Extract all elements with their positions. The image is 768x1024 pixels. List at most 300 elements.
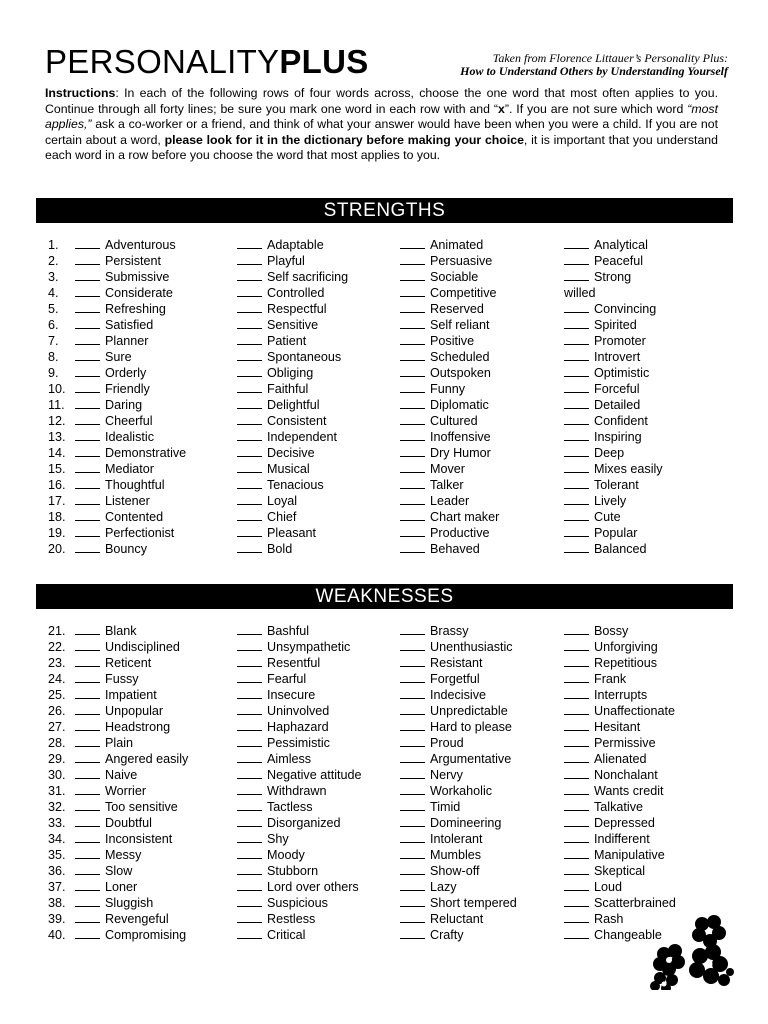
answer-blank[interactable] xyxy=(75,767,100,779)
answer-blank[interactable] xyxy=(564,397,589,409)
word-row xyxy=(0,783,768,799)
word-option xyxy=(75,639,180,655)
answer-blank[interactable] xyxy=(237,911,262,923)
answer-blank[interactable] xyxy=(564,831,589,843)
answer-blank[interactable] xyxy=(75,429,100,441)
word-label: Withdrawn xyxy=(267,784,327,798)
answer-blank[interactable] xyxy=(75,863,100,875)
answer-blank[interactable] xyxy=(75,349,100,361)
word-label: Deep xyxy=(594,446,625,460)
word-row xyxy=(0,461,768,477)
word-label: Thoughtful xyxy=(105,478,165,492)
word-option xyxy=(75,671,139,687)
answer-blank[interactable] xyxy=(400,429,425,441)
word-row xyxy=(0,671,768,687)
answer-blank[interactable] xyxy=(564,365,589,377)
word-row xyxy=(0,831,768,847)
answer-blank[interactable] xyxy=(75,783,100,795)
answer-blank[interactable] xyxy=(237,509,262,521)
answer-blank[interactable] xyxy=(237,863,262,875)
answer-blank[interactable] xyxy=(400,541,425,553)
answer-blank[interactable] xyxy=(237,461,262,473)
answer-blank[interactable] xyxy=(75,333,100,345)
answer-blank[interactable] xyxy=(237,799,262,811)
answer-blank[interactable] xyxy=(400,783,425,795)
word-label: Lively xyxy=(594,494,627,508)
answer-blank[interactable] xyxy=(75,541,100,553)
answer-blank[interactable] xyxy=(564,509,589,521)
answer-blank[interactable] xyxy=(564,445,589,457)
answer-blank[interactable] xyxy=(564,493,589,505)
row-number: 23. xyxy=(48,656,66,670)
answer-blank[interactable] xyxy=(564,655,589,667)
word-option xyxy=(400,751,511,767)
answer-blank[interactable] xyxy=(237,445,262,457)
word-label: Bouncy xyxy=(105,542,148,556)
word-label: Bashful xyxy=(267,624,310,638)
word-option xyxy=(400,767,463,783)
word-option xyxy=(564,413,648,429)
answer-blank[interactable] xyxy=(400,365,425,377)
answer-blank[interactable] xyxy=(564,429,589,441)
answer-blank[interactable] xyxy=(400,911,425,923)
answer-blank[interactable] xyxy=(564,879,589,891)
word-option xyxy=(237,751,311,767)
word-option xyxy=(75,783,146,799)
answer-blank[interactable] xyxy=(237,831,262,843)
word-option xyxy=(237,461,310,477)
answer-blank[interactable] xyxy=(237,623,262,635)
word-label: Respectful xyxy=(267,302,327,316)
answer-blank[interactable] xyxy=(237,397,262,409)
word-label: Negative attitude xyxy=(267,768,362,782)
answer-blank[interactable] xyxy=(75,799,100,811)
word-option xyxy=(75,381,150,397)
word-label: Planner xyxy=(105,334,149,348)
answer-blank[interactable] xyxy=(237,413,262,425)
answer-blank[interactable] xyxy=(400,237,425,249)
answer-blank[interactable] xyxy=(237,349,262,361)
word-option xyxy=(75,767,137,783)
answer-blank[interactable] xyxy=(400,397,425,409)
word-row xyxy=(0,623,768,639)
word-label: Idealistic xyxy=(105,430,154,444)
answer-blank[interactable] xyxy=(400,477,425,489)
word-label: Spirited xyxy=(594,318,637,332)
word-label: Considerate xyxy=(105,286,173,300)
word-label: Leader xyxy=(430,494,470,508)
word-option xyxy=(400,477,464,493)
answer-blank[interactable] xyxy=(237,687,262,699)
answer-blank[interactable] xyxy=(400,895,425,907)
answer-blank[interactable] xyxy=(75,381,100,393)
answer-blank[interactable] xyxy=(75,493,100,505)
answer-blank[interactable] xyxy=(564,783,589,795)
word-row xyxy=(0,525,768,541)
answer-blank[interactable] xyxy=(400,687,425,699)
word-label: Unforgiving xyxy=(594,640,658,654)
word-label: Loud xyxy=(594,880,623,894)
answer-blank[interactable] xyxy=(75,879,100,891)
answer-blank[interactable] xyxy=(75,525,100,537)
answer-blank[interactable] xyxy=(564,301,589,313)
answer-blank[interactable] xyxy=(564,237,589,249)
word-option xyxy=(237,799,313,815)
answer-blank[interactable] xyxy=(75,655,100,667)
answer-blank[interactable] xyxy=(400,509,425,521)
answer-blank[interactable] xyxy=(564,847,589,859)
word-option xyxy=(75,493,150,509)
answer-blank[interactable] xyxy=(237,333,262,345)
answer-blank[interactable] xyxy=(75,477,100,489)
answer-blank[interactable] xyxy=(237,477,262,489)
answer-blank[interactable] xyxy=(564,349,589,361)
answer-blank[interactable] xyxy=(75,397,100,409)
row-number: 2. xyxy=(48,254,59,268)
word-option xyxy=(237,847,305,863)
answer-blank[interactable] xyxy=(564,687,589,699)
answer-blank[interactable] xyxy=(564,541,589,553)
word-option xyxy=(237,365,313,381)
word-label: Positive xyxy=(430,334,475,348)
row-number: 1. xyxy=(48,238,59,252)
answer-blank[interactable] xyxy=(237,541,262,553)
row-number: 24. xyxy=(48,672,66,686)
answer-blank[interactable] xyxy=(564,381,589,393)
word-option xyxy=(400,911,483,927)
word-label: Sluggish xyxy=(105,896,154,910)
word-option xyxy=(237,397,320,413)
answer-blank[interactable] xyxy=(564,623,589,635)
word-label: Manipulative xyxy=(594,848,665,862)
word-label: Animated xyxy=(430,238,484,252)
answer-blank[interactable] xyxy=(237,639,262,651)
word-row xyxy=(0,365,768,381)
answer-blank[interactable] xyxy=(564,477,589,489)
answer-blank[interactable] xyxy=(237,815,262,827)
answer-blank[interactable] xyxy=(75,413,100,425)
answer-blank[interactable] xyxy=(400,301,425,313)
word-label: Perfectionist xyxy=(105,526,175,540)
answer-blank[interactable] xyxy=(237,703,262,715)
word-row xyxy=(0,237,768,253)
answer-blank[interactable] xyxy=(237,895,262,907)
word-label: Short tempered xyxy=(430,896,517,910)
word-option xyxy=(75,477,165,493)
answer-blank[interactable] xyxy=(564,719,589,731)
word-option xyxy=(75,333,148,349)
word-option xyxy=(400,397,489,413)
word-row xyxy=(0,317,768,333)
answer-blank[interactable] xyxy=(237,381,262,393)
answer-blank[interactable] xyxy=(400,927,425,939)
answer-blank[interactable] xyxy=(75,365,100,377)
answer-blank[interactable] xyxy=(75,237,100,249)
answer-blank[interactable] xyxy=(237,493,262,505)
word-option xyxy=(400,333,474,349)
word-option xyxy=(400,493,469,509)
answer-blank[interactable] xyxy=(564,751,589,763)
word-option xyxy=(75,301,166,317)
answer-blank[interactable] xyxy=(237,429,262,441)
answer-blank[interactable] xyxy=(237,783,262,795)
word-option xyxy=(564,815,655,831)
answer-blank[interactable] xyxy=(237,751,262,763)
word-option xyxy=(400,525,490,541)
answer-blank[interactable] xyxy=(564,815,589,827)
word-option xyxy=(237,735,330,751)
answer-blank[interactable] xyxy=(75,687,100,699)
answer-blank[interactable] xyxy=(400,285,425,297)
word-label: Dry Humor xyxy=(430,446,491,460)
answer-blank[interactable] xyxy=(400,863,425,875)
answer-blank[interactable] xyxy=(75,751,100,763)
word-row xyxy=(0,541,768,557)
answer-blank[interactable] xyxy=(75,831,100,843)
answer-blank[interactable] xyxy=(564,253,589,265)
answer-blank[interactable] xyxy=(75,301,100,313)
title-light: PERSONALITY xyxy=(45,43,280,80)
answer-blank[interactable] xyxy=(400,719,425,731)
word-label: Restless xyxy=(267,912,316,926)
answer-blank[interactable] xyxy=(400,381,425,393)
answer-blank[interactable] xyxy=(400,269,425,281)
answer-blank[interactable] xyxy=(400,655,425,667)
word-label: Fussy xyxy=(105,672,139,686)
answer-blank[interactable] xyxy=(400,671,425,683)
answer-blank[interactable] xyxy=(75,623,100,635)
word-label: Mumbles xyxy=(430,848,482,862)
answer-blank[interactable] xyxy=(237,237,262,249)
answer-blank[interactable] xyxy=(564,911,589,923)
answer-blank[interactable] xyxy=(564,895,589,907)
answer-blank[interactable] xyxy=(400,799,425,811)
answer-blank[interactable] xyxy=(237,847,262,859)
word-option xyxy=(75,445,186,461)
word-option xyxy=(400,541,480,557)
word-option xyxy=(564,879,622,895)
answer-blank[interactable] xyxy=(237,365,262,377)
word-label: Compromising xyxy=(105,928,187,942)
answer-blank[interactable] xyxy=(564,333,589,345)
answer-blank[interactable] xyxy=(75,461,100,473)
answer-blank[interactable] xyxy=(75,703,100,715)
word-option xyxy=(400,365,491,381)
source-line-2: How to Understand Others by Understanding Yourself xyxy=(460,64,728,78)
answer-blank[interactable] xyxy=(237,927,262,939)
word-option xyxy=(400,237,483,253)
row-number: 10. xyxy=(48,382,66,396)
answer-blank[interactable] xyxy=(564,799,589,811)
word-label: Spontaneous xyxy=(267,350,342,364)
answer-blank[interactable] xyxy=(400,831,425,843)
answer-blank[interactable] xyxy=(400,879,425,891)
answer-blank[interactable] xyxy=(237,269,262,281)
answer-blank[interactable] xyxy=(564,461,589,473)
word-label: Permissive xyxy=(594,736,656,750)
word-option xyxy=(564,863,645,879)
word-label: Decisive xyxy=(267,446,315,460)
word-label: Talker xyxy=(430,478,464,492)
answer-blank[interactable] xyxy=(400,815,425,827)
answer-blank[interactable] xyxy=(400,735,425,747)
word-option xyxy=(75,413,153,429)
answer-blank[interactable] xyxy=(237,767,262,779)
answer-blank[interactable] xyxy=(400,703,425,715)
answer-blank[interactable] xyxy=(237,285,262,297)
word-option xyxy=(564,847,665,863)
word-label: Reserved xyxy=(430,302,484,316)
title-bold: PLUS xyxy=(279,43,369,80)
row-number: 34. xyxy=(48,832,66,846)
word-option xyxy=(564,237,648,253)
word-label: Unpopular xyxy=(105,704,164,718)
answer-blank[interactable] xyxy=(564,269,589,281)
answer-blank[interactable] xyxy=(75,445,100,457)
word-label: Unsympathetic xyxy=(267,640,351,654)
answer-blank[interactable] xyxy=(564,735,589,747)
word-label: Mover xyxy=(430,462,465,476)
word-option xyxy=(75,831,172,847)
word-label: Suspicious xyxy=(267,896,328,910)
answer-blank[interactable] xyxy=(564,927,589,939)
answer-blank[interactable] xyxy=(75,847,100,859)
word-label: Fearful xyxy=(267,672,307,686)
answer-blank[interactable] xyxy=(237,525,262,537)
answer-blank[interactable] xyxy=(400,525,425,537)
word-option xyxy=(564,783,664,799)
answer-blank[interactable] xyxy=(400,493,425,505)
answer-blank[interactable] xyxy=(400,445,425,457)
answer-blank[interactable] xyxy=(75,269,100,281)
answer-blank[interactable] xyxy=(75,735,100,747)
word-option xyxy=(400,269,478,285)
word-label: Scatterbrained xyxy=(594,896,676,910)
answer-blank[interactable] xyxy=(564,639,589,651)
word-option xyxy=(564,751,647,767)
row-number: 19. xyxy=(48,526,66,540)
answer-blank[interactable] xyxy=(75,895,100,907)
word-option xyxy=(564,301,656,317)
word-option xyxy=(400,863,479,879)
word-option xyxy=(237,413,327,429)
word-option xyxy=(400,381,465,397)
answer-blank[interactable] xyxy=(75,911,100,923)
word-label: Scheduled xyxy=(430,350,490,364)
word-option xyxy=(237,509,296,525)
answer-blank[interactable] xyxy=(75,285,100,297)
answer-blank[interactable] xyxy=(237,317,262,329)
answer-blank[interactable] xyxy=(400,623,425,635)
word-label: Angered easily xyxy=(105,752,189,766)
word-row xyxy=(0,381,768,397)
answer-blank[interactable] xyxy=(237,671,262,683)
word-label: Cute xyxy=(594,510,621,524)
word-row xyxy=(0,253,768,269)
word-option xyxy=(564,429,642,445)
answer-blank[interactable] xyxy=(75,719,100,731)
word-option xyxy=(237,445,315,461)
answer-blank[interactable] xyxy=(75,927,100,939)
word-option xyxy=(400,349,490,365)
answer-blank[interactable] xyxy=(75,815,100,827)
answer-blank[interactable] xyxy=(564,767,589,779)
answer-blank[interactable] xyxy=(400,349,425,361)
word-label: Skeptical xyxy=(594,864,646,878)
word-option xyxy=(400,413,478,429)
word-label: Inspiring xyxy=(594,430,642,444)
answer-blank[interactable] xyxy=(400,847,425,859)
word-label: Outspoken xyxy=(430,366,491,380)
weaknesses-heading: WEAKNESSES xyxy=(36,584,733,609)
word-label: Forgetful xyxy=(430,672,480,686)
word-label: Friendly xyxy=(105,382,150,396)
word-row xyxy=(0,397,768,413)
answer-blank[interactable] xyxy=(237,879,262,891)
answer-blank[interactable] xyxy=(400,639,425,651)
answer-blank[interactable] xyxy=(400,413,425,425)
answer-blank[interactable] xyxy=(75,509,100,521)
answer-blank[interactable] xyxy=(400,461,425,473)
answer-blank[interactable] xyxy=(564,525,589,537)
word-label: Sensitive xyxy=(267,318,319,332)
answer-blank[interactable] xyxy=(400,317,425,329)
answer-blank[interactable] xyxy=(400,253,425,265)
word-option xyxy=(237,381,308,397)
word-label: Repetitious xyxy=(594,656,658,670)
word-option xyxy=(75,461,154,477)
word-option xyxy=(237,477,324,493)
word-row xyxy=(0,285,768,301)
answer-blank[interactable] xyxy=(400,767,425,779)
row-number: 16. xyxy=(48,478,66,492)
word-label: Critical xyxy=(267,928,306,942)
word-option xyxy=(237,719,329,735)
answer-blank[interactable] xyxy=(237,301,262,313)
answer-blank[interactable] xyxy=(564,317,589,329)
word-option xyxy=(75,879,137,895)
answer-blank[interactable] xyxy=(75,671,100,683)
row-number: 28. xyxy=(48,736,66,750)
word-option xyxy=(75,895,153,911)
word-row xyxy=(0,879,768,895)
answer-blank[interactable] xyxy=(564,863,589,875)
answer-blank[interactable] xyxy=(237,655,262,667)
answer-blank[interactable] xyxy=(75,317,100,329)
answer-blank[interactable] xyxy=(564,703,589,715)
word-label: Nervy xyxy=(430,768,463,782)
word-option xyxy=(237,703,329,719)
word-label: Reticent xyxy=(105,656,152,670)
word-option xyxy=(564,911,623,927)
answer-blank[interactable] xyxy=(75,639,100,651)
word-row xyxy=(0,429,768,445)
row-number: 35. xyxy=(48,848,66,862)
word-label: Persistent xyxy=(105,254,161,268)
word-row xyxy=(0,815,768,831)
answer-blank[interactable] xyxy=(237,253,262,265)
word-label: Headstrong xyxy=(105,720,171,734)
answer-blank[interactable] xyxy=(564,413,589,425)
answer-blank[interactable] xyxy=(237,719,262,731)
answer-blank[interactable] xyxy=(75,253,100,265)
word-label: Optimistic xyxy=(594,366,650,380)
answer-blank[interactable] xyxy=(400,751,425,763)
answer-blank[interactable] xyxy=(564,671,589,683)
word-label: Forceful xyxy=(594,382,640,396)
answer-blank[interactable] xyxy=(237,735,262,747)
answer-blank[interactable] xyxy=(400,333,425,345)
